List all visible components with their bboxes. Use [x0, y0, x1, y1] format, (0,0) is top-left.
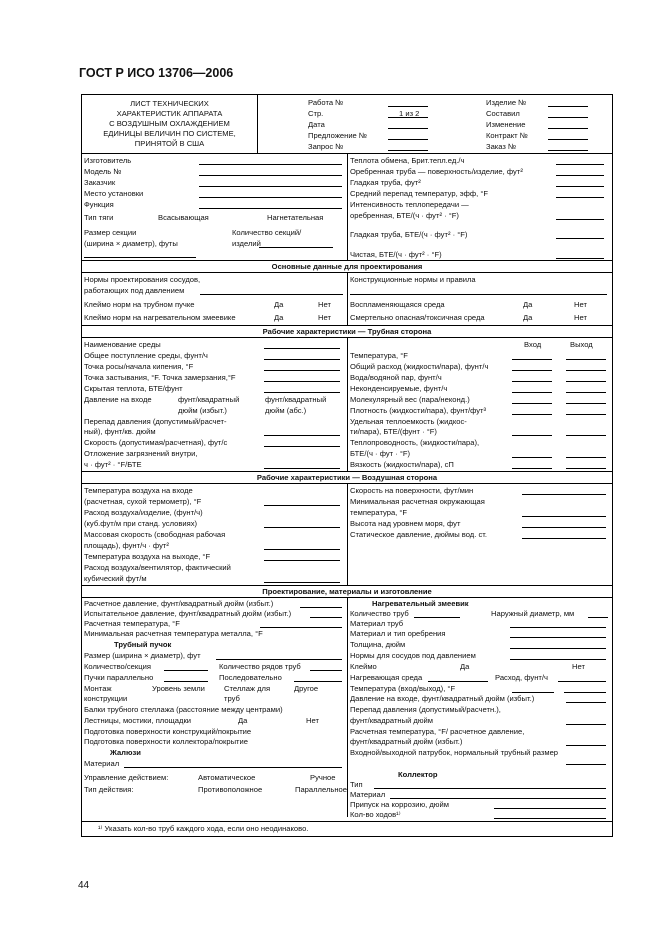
coil-temp-out-field[interactable]: [564, 692, 606, 693]
conductivity-label: Теплопроводность, (жидкости/пара),: [350, 438, 480, 447]
transfer-clean-label: Чистая, БТЕ/(ч · фут² · °F): [350, 250, 442, 259]
flammable-yes[interactable]: Да: [523, 300, 533, 309]
temperature-in-field[interactable]: [512, 359, 552, 360]
contract-label: Контракт №: [486, 131, 528, 140]
header-material-field[interactable]: [390, 798, 606, 799]
opposed-option[interactable]: Противоположное: [198, 785, 263, 794]
design-divider: [347, 272, 348, 325]
total-flow-out-field[interactable]: [566, 370, 606, 371]
section-size-label: Размер секции: [84, 228, 137, 237]
mdmt-label: Минимальная расчетная температура металла, °F: [84, 629, 263, 638]
coil-stamp-label-2: Клеймо: [350, 662, 377, 671]
header-type-field[interactable]: [374, 788, 606, 789]
vessel-code-label: Нормы проектирования сосудов,: [84, 275, 201, 284]
specific-heat-in-field[interactable]: [512, 435, 552, 436]
design-pressure-field[interactable]: [300, 607, 342, 608]
molecular-weight-label: Молекулярный вес (пара/неконд.): [350, 395, 470, 404]
pour-point-label: Точка застывания, °F. Точка замерзания,°F: [84, 373, 236, 382]
transfer-bare-field[interactable]: [556, 238, 604, 239]
pipe-label: труб: [224, 694, 240, 703]
viscosity-in-field[interactable]: [512, 468, 552, 469]
specific-heat-label-2: ти/пара), БТЕ/(фунт · °F): [350, 427, 437, 436]
passes-field[interactable]: [494, 818, 606, 819]
pour-point-field[interactable]: [264, 381, 340, 382]
by-label: Составил: [486, 109, 520, 118]
coil-tube-material-field[interactable]: [510, 627, 606, 628]
specific-heat-label: Удельная теплоемкость (жидкос-: [350, 417, 467, 426]
density-in-field[interactable]: [512, 414, 552, 415]
specific-heat-out-field[interactable]: [566, 435, 606, 436]
conductivity-out-field[interactable]: [566, 457, 606, 458]
data-sheet-form: [81, 94, 613, 837]
model-label: Модель №: [84, 167, 122, 176]
coil-vessel-code-field[interactable]: [510, 659, 606, 660]
air-flow-label: Расход воздуха/изделие, (фунт/ч): [84, 508, 203, 517]
pressure-drop-label: Перепад давления (допустимый/расчет-: [84, 417, 227, 426]
noncondensables-in-field[interactable]: [512, 392, 552, 393]
coil-thickness-field[interactable]: [510, 648, 606, 649]
total-fluid-field[interactable]: [264, 359, 340, 360]
air-per-fan-label-2: кубический фут/м: [84, 574, 147, 583]
tube-side-divider: [347, 337, 348, 471]
footnote: ¹⁾ Указать кол-во труб каждого хода, если оно неодинаково.: [98, 824, 309, 833]
structural-code-field[interactable]: [350, 294, 607, 295]
louvers-title: Жалюзи: [110, 748, 141, 757]
water-steam-out-field[interactable]: [566, 381, 606, 382]
coil-inlet-pressure-field[interactable]: [566, 702, 606, 703]
section-count-label: Количество секций/: [232, 228, 302, 237]
item-number-field[interactable]: [548, 106, 588, 107]
pressure-unit-gauge-2: дюйм (избыт.): [178, 406, 227, 415]
face-velocity-label: Скорость на поверхности, фут/мин: [350, 486, 474, 495]
heat-exchanged-field[interactable]: [556, 164, 604, 165]
page-value: 1 из 2: [399, 109, 420, 118]
coil-dp-label: Перепад давления (допустимый/расчетн.),: [350, 705, 501, 714]
page-number: 44: [78, 880, 90, 891]
section-count-field[interactable]: [259, 247, 333, 248]
air-side-section-title: Рабочие характеристики — Воздушная сторона: [256, 473, 438, 482]
service-field[interactable]: [199, 208, 342, 209]
density-label: Плотность (жидкости/пара), фунт/фут³: [350, 406, 487, 415]
transfer-finned-label: оребренная, БТЕ/(ч · фут² · °F): [350, 211, 459, 220]
qty-per-section-label: Количество/секция: [84, 662, 151, 671]
fluid-name-label: Наименование среды: [84, 340, 161, 349]
section-size-label-2: (ширина × диаметр), футы: [84, 239, 178, 248]
qty-per-section-field[interactable]: [164, 670, 208, 671]
series-field[interactable]: [294, 681, 342, 682]
bundle-title: Трубный пучок: [114, 640, 172, 649]
static-pressure-field[interactable]: [522, 538, 606, 539]
coil-nozzle-field[interactable]: [566, 764, 606, 765]
lethal-no[interactable]: Нет: [574, 313, 587, 322]
transfer-finned-field[interactable]: [556, 219, 604, 220]
coil-nozzle-label: Входной/выходной патрубок, нормальный трубный размер: [350, 748, 559, 757]
bare-tube-label: Гладкая труба, фут²: [350, 178, 421, 187]
test-pressure-label: Испытательное давление, фунт/квадратный дюйм (избыт.): [84, 609, 292, 618]
louver-material-field[interactable]: [124, 767, 342, 768]
standard-header: ГОСТ Р ИСО 13706—2006: [79, 66, 234, 80]
coil-outer-diameter-label: Наружный диаметр, мм: [491, 609, 575, 618]
total-flow-label: Общий расход (жидкости/пара), фунт/ч: [350, 362, 489, 371]
action-control-label: Управление действием:: [84, 773, 169, 782]
temperature-out-field[interactable]: [566, 359, 606, 360]
coil-thickness-label: Толщина, дюйм: [350, 640, 406, 649]
structural-code-label: Конструкционные нормы и правила: [350, 275, 476, 284]
air-outlet-temp-label: Температура воздуха на выходе, °F: [84, 552, 211, 561]
construction-divider: [347, 597, 348, 817]
coil-fin-label: Материал и тип оребрения: [350, 629, 446, 638]
velocity-field[interactable]: [264, 446, 340, 447]
min-ambient-label: Минимальная расчетная окружающая: [350, 497, 485, 506]
noncondensables-out-field[interactable]: [566, 392, 606, 393]
heat-exchanged-label: Теплота обмена, Брит.тепл.ед./ч: [350, 156, 465, 165]
inlet-pressure-label: Давление на входе: [84, 395, 152, 404]
viscosity-label: Вязкость (жидкости/пара), сП: [350, 460, 454, 469]
air-inlet-temp-label: Температура воздуха на входе: [84, 486, 193, 495]
section-size-field[interactable]: [84, 257, 196, 258]
outlet-column-label: Выход: [570, 340, 593, 349]
flammable-label: Воспламеняющаяся среда: [350, 300, 445, 309]
coil-stamp-label: Клеймо норм на нагревательном змеевике: [84, 313, 236, 322]
conductivity-in-field[interactable]: [512, 457, 552, 458]
service-label: Функция: [84, 200, 114, 209]
design-temp-field[interactable]: [260, 627, 342, 628]
flammable-no[interactable]: Нет: [574, 300, 587, 309]
vessel-code-field[interactable]: [200, 294, 343, 295]
water-steam-in-field[interactable]: [512, 381, 552, 382]
corrosion-allowance-field[interactable]: [494, 808, 606, 809]
draft-forced-option[interactable]: Нагнетательная: [267, 213, 324, 222]
page-label: Стр.: [308, 109, 324, 118]
coil-dp-label-2: фунт/квадратный дюйм: [350, 716, 434, 725]
rule: [82, 260, 612, 261]
pipe-rack-beams-label: Балки трубного стеллажа (расстояние между центрами): [84, 705, 283, 714]
rule: [82, 585, 612, 586]
item-number-label: Изделие №: [486, 98, 527, 107]
bundle-stamp-label: Клеймо норм на трубном пучке: [84, 300, 195, 309]
face-velocity-field[interactable]: [522, 494, 606, 495]
air-inlet-temp-field[interactable]: [264, 505, 340, 506]
total-fluid-label: Общее поступление среды, фунт/ч: [84, 351, 208, 360]
louver-material-label: Материал: [84, 759, 120, 768]
lethal-label: Смертельно опасная/токсичная среда: [350, 313, 485, 322]
heating-medium-field[interactable]: [428, 681, 488, 682]
order-field[interactable]: [548, 150, 588, 151]
altitude-label: Высота над уровнем моря, фут: [350, 519, 461, 528]
coil-tube-count-label: Количество труб: [350, 609, 409, 618]
header-material-label: Материал: [350, 790, 386, 799]
design-pressure-label: Расчетное давление, фунт/квадратный дюйм (избыт.): [84, 599, 274, 608]
header-surface-prep-label: Подготовка поверхности коллектора/покрытие: [84, 737, 248, 746]
coil-stamp-no[interactable]: Нет: [318, 313, 331, 322]
header-type-label: Тип: [350, 780, 363, 789]
coil-vessel-code-label: Нормы для сосудов под давлением: [350, 651, 476, 660]
title-line-3: С ВОЗДУШНЫМ ОХЛАЖДЕНИЕМ: [109, 119, 230, 128]
grade-option[interactable]: Уровень земли: [152, 684, 205, 693]
series-label: Последовательно: [219, 673, 282, 682]
manufacturer-label: Изготовитель: [84, 156, 132, 165]
air-inlet-temp-label-2: (расчетная, сухой термометр), °F: [84, 497, 202, 506]
proposal-field[interactable]: [388, 139, 428, 140]
title-line-4: ЕДИНИЦЫ ВЕЛИЧИН ПО СИСТЕМЕ,: [103, 129, 236, 138]
revision-label: Изменение: [486, 120, 526, 129]
bundle-size-field[interactable]: [216, 659, 342, 660]
molecular-weight-out-field[interactable]: [566, 403, 606, 404]
ladders-no[interactable]: Нет: [306, 716, 319, 725]
manufacturer-field[interactable]: [199, 164, 342, 165]
altitude-field[interactable]: [522, 527, 606, 528]
section-count-label-2: изделий: [232, 239, 261, 248]
bundle-stamp-no[interactable]: Нет: [318, 300, 331, 309]
pressure-drop-label-2: ный), фунт/кв. дюйм: [84, 427, 156, 436]
bundles-parallel-label: Пучки параллельно: [84, 673, 154, 682]
customer-field[interactable]: [199, 186, 342, 187]
pressure-unit-abs-2: дюйм (абс.): [265, 406, 307, 415]
test-pressure-field[interactable]: [310, 617, 342, 618]
coil-title: Нагревательный змеевик: [372, 599, 469, 608]
coil-design-temp-label: Расчетная температура, °F/ расчетное давление,: [350, 727, 525, 736]
model-field[interactable]: [199, 175, 342, 176]
coil-fin-field[interactable]: [510, 637, 606, 638]
title-line-5: ПРИНЯТОЙ В США: [134, 139, 205, 148]
mass-velocity-label: Массовая скорость (свободная рабочая: [84, 530, 226, 539]
coil-flow-field[interactable]: [558, 681, 606, 682]
transfer-clean-field[interactable]: [556, 258, 604, 259]
fouling-field[interactable]: [264, 468, 340, 469]
rule: [82, 471, 612, 472]
tube-rows-field[interactable]: [310, 670, 342, 671]
customer-label: Заказчик: [84, 178, 116, 187]
inquiry-field[interactable]: [388, 150, 428, 151]
rack-option[interactable]: Стеллаж для: [224, 684, 271, 693]
ladders-yes[interactable]: Да: [238, 716, 248, 725]
automatic-option[interactable]: Автоматическое: [198, 773, 256, 782]
transfer-rate-label: Интенсивность теплопередачи —: [350, 200, 469, 209]
other-option[interactable]: Другое: [294, 684, 319, 693]
pressure-unit-gauge: фунт/квадратный: [178, 395, 240, 404]
construction-section-title: Проектирование, материалы и изготовление: [262, 587, 432, 596]
inlet-column-label: Вход: [524, 340, 542, 349]
bundle-size-label: Размер (ширина × диаметр), фут: [84, 651, 201, 660]
coil-inlet-pressure-label: Давление на входе, фунт/квадратный дюйм (избыт.): [350, 694, 535, 703]
air-outlet-temp-field[interactable]: [264, 560, 340, 561]
finned-surface-label: Оребренная труба — поверхность/изделие, фут²: [350, 167, 523, 176]
inquiry-label: Запрос №: [308, 142, 344, 151]
contract-field[interactable]: [548, 139, 588, 140]
manual-option[interactable]: Ручное: [310, 773, 336, 782]
title-line-1: ЛИСТ ТЕХНИЧЕСКИХ: [130, 99, 209, 108]
order-label: Заказ №: [486, 142, 517, 151]
title-line-2: ХАРАКТЕРИСТИК АППАРАТА: [116, 109, 223, 118]
air-per-fan-field[interactable]: [264, 582, 340, 583]
coil-tube-material-label: Материал труб: [350, 619, 404, 628]
pressure-unit-abs: фунт/квадратный: [265, 395, 327, 404]
mass-velocity-field[interactable]: [264, 549, 340, 550]
coil-tube-count-field[interactable]: [414, 617, 460, 618]
mass-velocity-label-2: площадь), фунт/ч · фут²: [84, 541, 169, 550]
by-field[interactable]: [548, 117, 588, 118]
min-ambient-field[interactable]: [522, 516, 606, 517]
tube-rows-label: Количество рядов труб: [219, 662, 301, 671]
air-flow-field[interactable]: [264, 527, 340, 528]
velocity-label: Скорость (допустимая/расчетная), фут/с: [84, 438, 228, 447]
page-field[interactable]: [388, 117, 428, 118]
title-divider: [257, 95, 258, 153]
rule: [82, 325, 612, 326]
inlet-pressure-field[interactable]: [264, 392, 340, 393]
noncondensables-label: Неконденсируемые, фунт/ч: [350, 384, 448, 393]
ladders-label: Лестницы, мостики, площадки: [84, 716, 192, 725]
dew-point-field[interactable]: [264, 370, 340, 371]
action-type-label: Тип действия:: [84, 785, 134, 794]
transfer-bare-label: Гладкая труба, БТЕ/(ч · фут² · °F): [350, 230, 468, 239]
fouling-label: Отложение загрязнений внутри,: [84, 449, 198, 458]
date-field[interactable]: [388, 128, 428, 129]
plant-location-label: Место установки: [84, 189, 144, 198]
mtd-field[interactable]: [556, 197, 604, 198]
density-out-field[interactable]: [566, 414, 606, 415]
passes-label: Кол-во ходов¹⁾: [350, 810, 401, 819]
general-divider: [347, 153, 348, 260]
draft-type-label: Тип тяги: [84, 213, 114, 222]
fouling-label-2: ч · фут² · °F/БТЕ: [84, 460, 142, 469]
bundles-parallel-field[interactable]: [164, 681, 208, 682]
coil-design-temp-field[interactable]: [566, 745, 606, 746]
latent-heat-label: Скрытая теплота, БТЕ/фунт: [84, 384, 183, 393]
structure-surface-prep-label: Подготовка поверхности конструкций/покрытие: [84, 727, 252, 736]
water-steam-label: Вода/водяной пар, фунт/ч: [350, 373, 442, 382]
vessel-code-label-2: работающих под давлением: [84, 286, 185, 295]
finned-surface-field[interactable]: [556, 175, 604, 176]
mounting-label: Монтаж: [84, 684, 112, 693]
fluid-name-field[interactable]: [264, 348, 340, 349]
mtd-label: Средний перепад температур, эфф, °F: [350, 189, 489, 198]
air-flow-label-2: (куб.фут/м при станд. условиях): [84, 519, 198, 528]
revision-field[interactable]: [548, 128, 588, 129]
molecular-weight-in-field[interactable]: [512, 403, 552, 404]
coil-outer-diameter-field[interactable]: [588, 617, 608, 618]
coil-dp-field[interactable]: [566, 724, 606, 725]
min-ambient-label-2: температура, °F: [350, 508, 408, 517]
coil-stamp-yes[interactable]: Да: [274, 313, 284, 322]
coil-stamp-no-2[interactable]: Нет: [572, 662, 585, 671]
total-flow-in-field[interactable]: [512, 370, 552, 371]
coil-temp-label: Температура (вход/выход), °F: [350, 684, 456, 693]
air-per-fan-label: Расход воздуха/вентилятор, фактический: [84, 563, 231, 572]
lethal-yes[interactable]: Да: [523, 313, 533, 322]
corrosion-allowance-label: Припуск на коррозию, дюйм: [350, 800, 449, 809]
dew-point-label: Точка росы/начала кипения, °F: [84, 362, 194, 371]
temperature-label: Температура, °F: [350, 351, 408, 360]
coil-temp-in-field[interactable]: [512, 692, 554, 693]
structure-label: конструкции: [84, 694, 128, 703]
parallel-option[interactable]: Параллельное: [295, 785, 347, 794]
pressure-drop-field[interactable]: [264, 435, 340, 436]
draft-induced-option[interactable]: Всасывающая: [158, 213, 209, 222]
air-side-divider: [347, 483, 348, 585]
design-section-title: Основные данные для проектирования: [271, 262, 423, 271]
tube-side-section-title: Рабочие характеристики — Трубная сторона: [262, 327, 432, 336]
bundle-stamp-yes[interactable]: Да: [274, 300, 284, 309]
coil-stamp-yes-2[interactable]: Да: [460, 662, 470, 671]
rule: [82, 821, 612, 822]
static-pressure-label: Статическое давление, дюймы вод. ст.: [350, 530, 487, 539]
job-number-field[interactable]: [388, 106, 428, 107]
coil-design-temp-label-2: фунт/квадратный дюйм (избыт.): [350, 737, 463, 746]
date-label: Дата: [308, 120, 325, 129]
conductivity-label-2: БТЕ/(ч · фут · °F): [350, 449, 411, 458]
plant-location-field[interactable]: [199, 197, 342, 198]
viscosity-out-field[interactable]: [566, 468, 606, 469]
bare-tube-field[interactable]: [556, 186, 604, 187]
proposal-label: Предложение №: [308, 131, 368, 140]
design-temp-label: Расчетная температура, °F: [84, 619, 180, 628]
coil-flow-label: Расход, фунт/ч: [495, 673, 548, 682]
heating-medium-label: Нагревающая среда: [350, 673, 423, 682]
job-number-label: Работа №: [308, 98, 344, 107]
header-collector-title: Коллектор: [398, 770, 438, 779]
